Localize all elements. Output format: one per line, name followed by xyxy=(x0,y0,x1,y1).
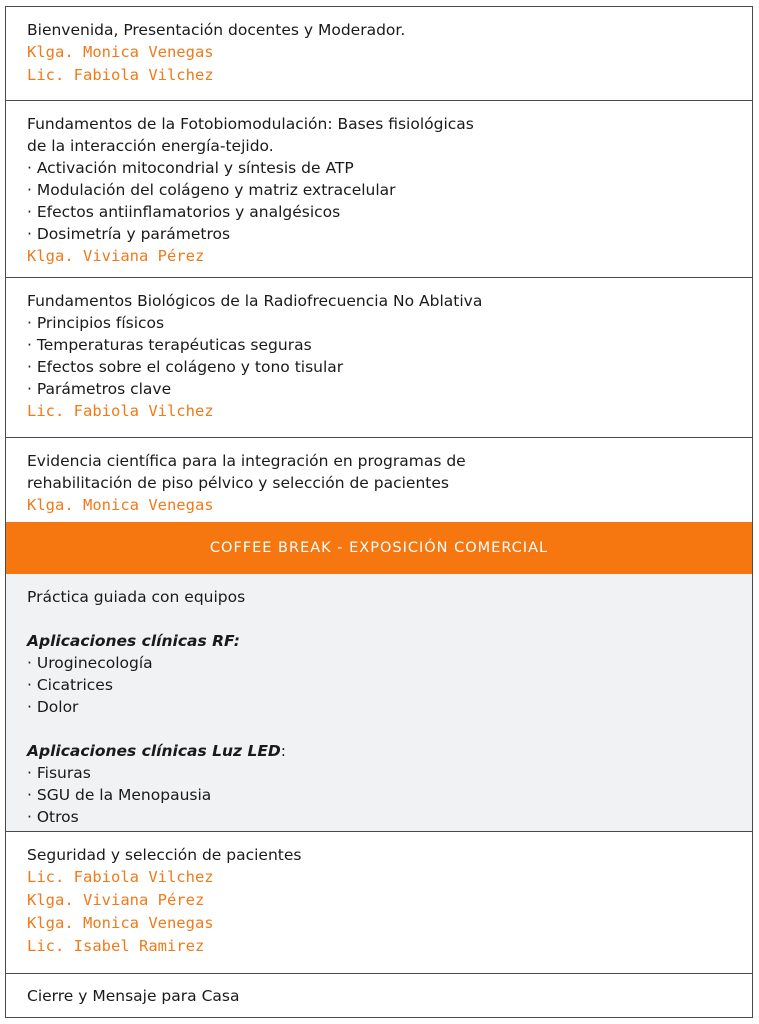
speaker-name: Klga. Monica Venegas xyxy=(27,914,214,932)
rf-heading: Aplicaciones clínicas RF: xyxy=(27,632,240,650)
speaker-name: Klga. Viviana Pérez xyxy=(27,891,205,909)
session-topic: · Efectos sobre el colágeno y tono tisular xyxy=(27,358,344,376)
led-heading-line xyxy=(27,740,731,762)
speaker-name: Lic. Fabiola Vilchez xyxy=(27,868,214,886)
coffee-break-banner xyxy=(6,522,752,574)
led-item: · Fisuras xyxy=(27,764,91,782)
session-title: Fundamentos de la Fotobiomodulación: Bases fisiológicas xyxy=(27,115,474,133)
session-topic: · Temperaturas terapéuticas seguras xyxy=(27,336,312,354)
session-title: Evidencia científica para la integración en programas de xyxy=(27,452,466,470)
session-row-seguridad xyxy=(6,831,752,973)
spacer xyxy=(27,608,731,630)
session-topic: · Modulación del colágeno y matriz extracelular xyxy=(27,181,396,199)
rf-item: · Uroginecología xyxy=(27,654,153,672)
session-topic: · Parámetros clave xyxy=(27,380,172,398)
session-row-fotobiomodulacion xyxy=(6,100,752,277)
session-title: Bienvenida, Presentación docentes y Moderador. xyxy=(27,21,406,39)
session-topic: · Activación mitocondrial y síntesis de ATP xyxy=(27,159,354,177)
led-heading-suffix: : xyxy=(280,742,287,760)
session-title: de la interacción energía-tejido. xyxy=(27,137,274,155)
spacer xyxy=(27,718,731,740)
session-title: Cierre y Mensaje para Casa xyxy=(27,987,240,1005)
session-row-radiofrecuencia xyxy=(6,277,752,437)
rf-item: · Dolor xyxy=(27,698,79,716)
session-topic: · Efectos antiinflamatorios y analgésicos xyxy=(27,203,341,221)
session-topic: · Principios físicos xyxy=(27,314,165,332)
rf-item: · Cicatrices xyxy=(27,676,113,694)
speaker-name: Lic. Fabiola Vilchez xyxy=(27,402,214,420)
speaker-name: Klga. Monica Venegas xyxy=(27,496,214,514)
session-title: Fundamentos Biológicos de la Radiofrecuencia No Ablativa xyxy=(27,292,483,310)
led-item: · Otros xyxy=(27,808,79,826)
session-row-welcome xyxy=(6,7,752,100)
session-row-practica xyxy=(6,574,752,831)
schedule-table xyxy=(5,6,753,1018)
led-item: · SGU de la Menopausia xyxy=(27,786,212,804)
session-topic: · Dosimetría y parámetros xyxy=(27,225,231,243)
speaker-name: Klga. Viviana Pérez xyxy=(27,247,205,265)
led-heading: Aplicaciones clínicas Luz LED xyxy=(27,742,281,760)
coffee-break-label: COFFEE BREAK - EXPOSICIÓN COMERCIAL xyxy=(209,540,549,556)
session-row-evidencia xyxy=(6,437,752,522)
speaker-name: Lic. Isabel Ramirez xyxy=(27,937,205,955)
session-row-cierre xyxy=(6,973,752,1017)
practice-title: Práctica guiada con equipos xyxy=(27,588,246,606)
speaker-name: Klga. Monica Venegas xyxy=(27,43,214,61)
session-title: rehabilitación de piso pélvico y selección de pacientes xyxy=(27,474,449,492)
speaker-name: Lic. Fabiola Vilchez xyxy=(27,66,214,84)
session-title: Seguridad y selección de pacientes xyxy=(27,846,302,864)
